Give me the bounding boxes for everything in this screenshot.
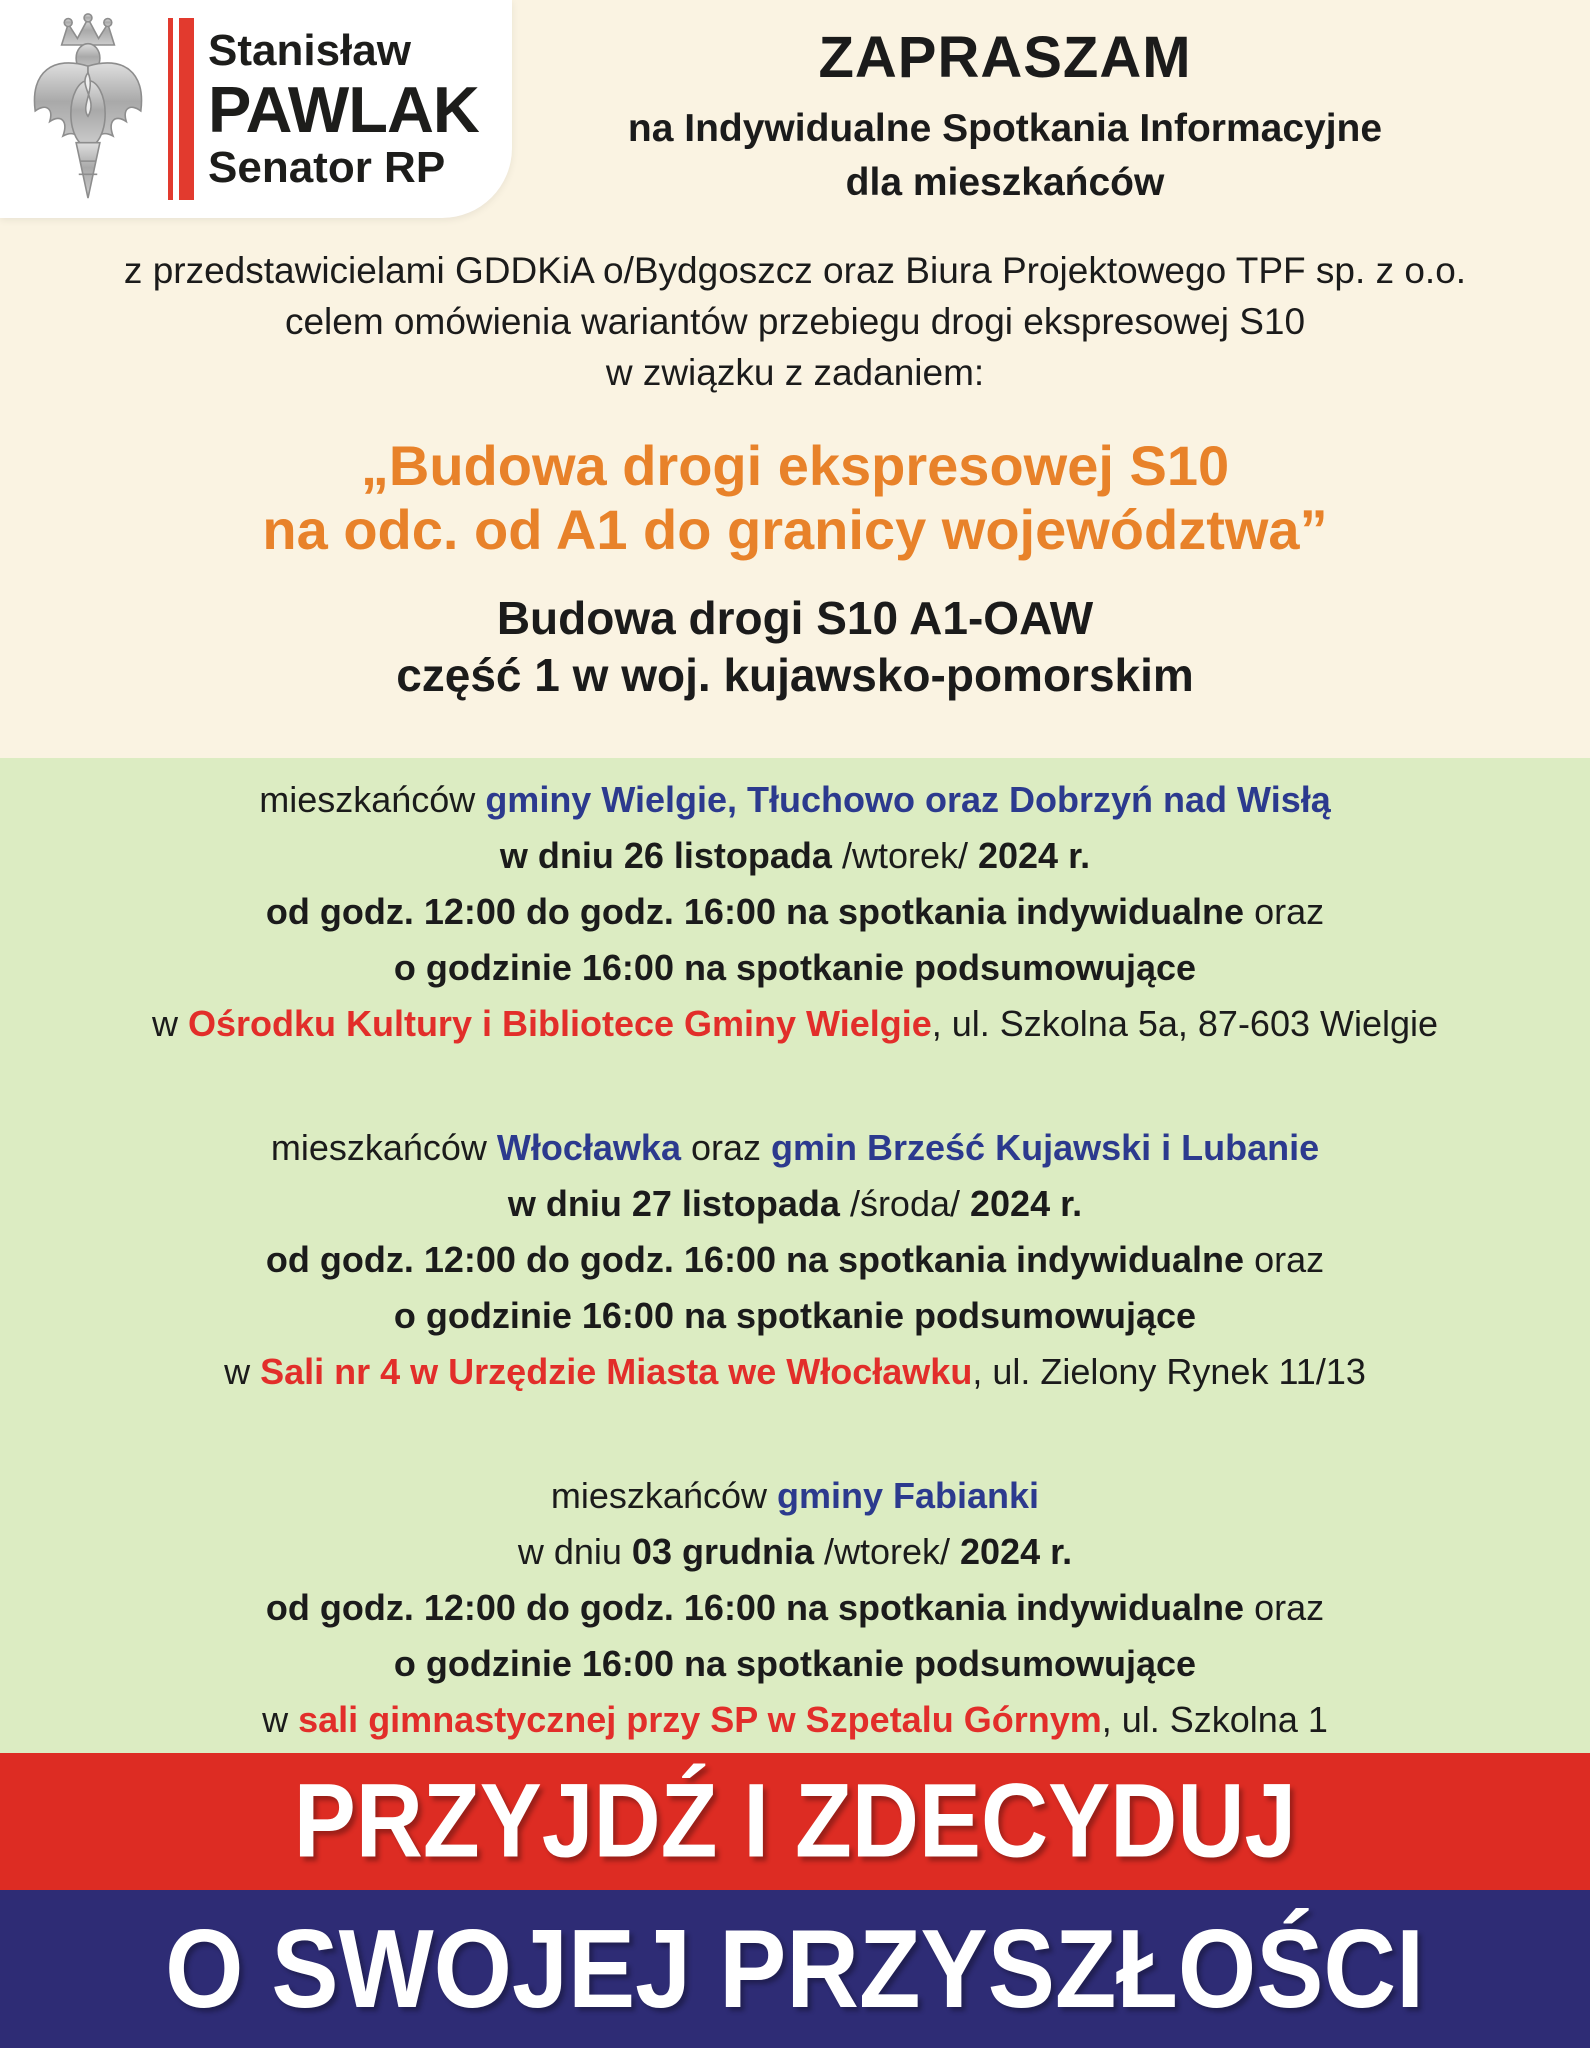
banner-call-to-action-1	[0, 1753, 1590, 1890]
senator-logo	[0, 0, 512, 218]
text-segment: /wtorek/	[841, 835, 978, 876]
meeting-date-line	[0, 828, 1590, 884]
meeting-audience-line	[0, 1120, 1590, 1176]
text-segment: Sali nr 4 w Urzędzie Miasta we Włocławku	[260, 1351, 973, 1392]
text-segment: gmin Brześć Kujawski i Lubanie	[771, 1127, 1320, 1168]
text-segment: o godzinie 16:00 na spotkanie podsumowujące	[393, 1295, 1197, 1336]
meeting-hours-line	[0, 884, 1590, 940]
text-segment: /wtorek/	[823, 1531, 961, 1572]
banner-call-to-action-2	[0, 1890, 1590, 2048]
text-segment: mieszkańców	[550, 1475, 777, 1516]
text-segment: w dniu 26 listopada	[499, 835, 842, 876]
text-segment: w	[262, 1699, 299, 1740]
text-segment: Włocławka	[496, 1127, 681, 1168]
text-segment: w	[151, 1003, 188, 1044]
text-segment: 2024 r.	[977, 835, 1091, 876]
text-segment: oraz	[680, 1127, 772, 1168]
meeting-hours-line	[0, 1232, 1590, 1288]
text-segment: /środa/	[849, 1183, 970, 1224]
text-segment: gminy Wielgie, Tłuchowo oraz Dobrzyń nad Wisłą	[485, 779, 1331, 820]
project-subtitle-line-2: część 1 w woj. kujawsko-pomorskim	[396, 649, 1194, 701]
text-segment: , ul. Zielony Rynek 11/13	[972, 1351, 1366, 1392]
red-white-flag-stripe	[168, 18, 194, 200]
text-segment: oraz	[1254, 1587, 1325, 1628]
meeting-summary-line	[0, 1288, 1590, 1344]
meeting-date-line	[0, 1524, 1590, 1580]
text-segment: , ul. Szkolna 5a, 87-603 Wielgie	[931, 1003, 1439, 1044]
meeting-block-wloclawek	[0, 1120, 1590, 1400]
eagle-emblem-icon	[22, 13, 154, 205]
meeting-block-fabianki	[0, 1468, 1590, 1748]
invitation-title: ZAPRASZAM	[818, 25, 1192, 90]
text-segment: , ul. Szkolna 1	[1101, 1699, 1328, 1740]
intro-paragraph	[0, 245, 1590, 398]
project-subtitle	[0, 590, 1590, 704]
text-segment: w	[224, 1351, 261, 1392]
senator-last-name: PAWLAK	[208, 72, 479, 146]
text-segment: gminy Fabianki	[777, 1475, 1040, 1516]
text-segment: mieszkańców	[259, 779, 486, 820]
intro-line-1: z przedstawicielami GDDKiA o/Bydgoszcz oraz Biura Projektowego TPF sp. z o.o.	[123, 250, 1467, 291]
meetings-section	[0, 758, 1590, 1753]
meeting-venue-line	[0, 1692, 1590, 1748]
meeting-summary-line	[0, 940, 1590, 996]
project-subtitle-line-1: Budowa drogi S10 A1-OAW	[496, 592, 1094, 644]
text-segment: oraz	[1254, 1239, 1325, 1280]
text-segment: mieszkańców	[270, 1127, 497, 1168]
invitation-subtitle-2: dla mieszkańców	[845, 161, 1165, 204]
text-segment: 2024 r.	[970, 1183, 1083, 1224]
senator-name	[208, 25, 479, 192]
top-section	[0, 0, 1590, 758]
text-segment: od godz. 12:00 do godz. 16:00 na spotkania indywidualne	[265, 1587, 1255, 1628]
invitation-subtitle-1: na Indywidualne Spotkania Informacyjne	[627, 107, 1383, 150]
meeting-audience-line	[0, 772, 1590, 828]
intro-line-2: celem omówienia wariantów przebiegu drogi ekspresowej S10	[284, 301, 1306, 342]
text-segment: w dniu	[517, 1531, 632, 1572]
text-segment: o godzinie 16:00 na spotkanie podsumowujące	[393, 947, 1197, 988]
project-title-line-2: na odc. od A1 do granicy województwa”	[262, 498, 1328, 561]
meeting-block-wielgie	[0, 772, 1590, 1052]
text-segment: od godz. 12:00 do godz. 16:00 na spotkania indywidualne	[265, 1239, 1255, 1280]
text-segment: 2024 r.	[960, 1531, 1073, 1572]
senator-title: Senator RP	[208, 142, 446, 192]
meeting-venue-line	[0, 1344, 1590, 1400]
intro-line-3: w związku z zadaniem:	[605, 352, 985, 393]
invitation-header	[420, 0, 1590, 205]
text-segment: oraz	[1254, 891, 1325, 932]
meeting-venue-line	[0, 996, 1590, 1052]
meeting-hours-line	[0, 1580, 1590, 1636]
text-segment: w dniu 27 listopada	[507, 1183, 850, 1224]
banner-text-2: O SWOJEJ PRZYSZŁOŚCI	[165, 1906, 1425, 2031]
text-segment: 03 grudnia	[631, 1531, 824, 1572]
text-segment: Ośrodku Kultury i Bibliotece Gminy Wielgie	[187, 1003, 932, 1044]
text-segment: o godzinie 16:00 na spotkanie podsumowujące	[393, 1643, 1197, 1684]
text-segment: od godz. 12:00 do godz. 16:00 na spotkania indywidualne	[265, 891, 1255, 932]
project-title	[0, 434, 1590, 562]
text-segment: sali gimnastycznej przy SP w Szpetalu Górnym	[298, 1699, 1102, 1740]
senator-first-name: Stanisław	[208, 25, 411, 75]
meeting-audience-line	[0, 1468, 1590, 1524]
banner-text-1: PRZYJDŹ I ZDECYDUJ	[293, 1762, 1297, 1880]
project-title-line-1: „Budowa drogi ekspresowej S10	[360, 434, 1230, 497]
meeting-summary-line	[0, 1636, 1590, 1692]
meeting-date-line	[0, 1176, 1590, 1232]
